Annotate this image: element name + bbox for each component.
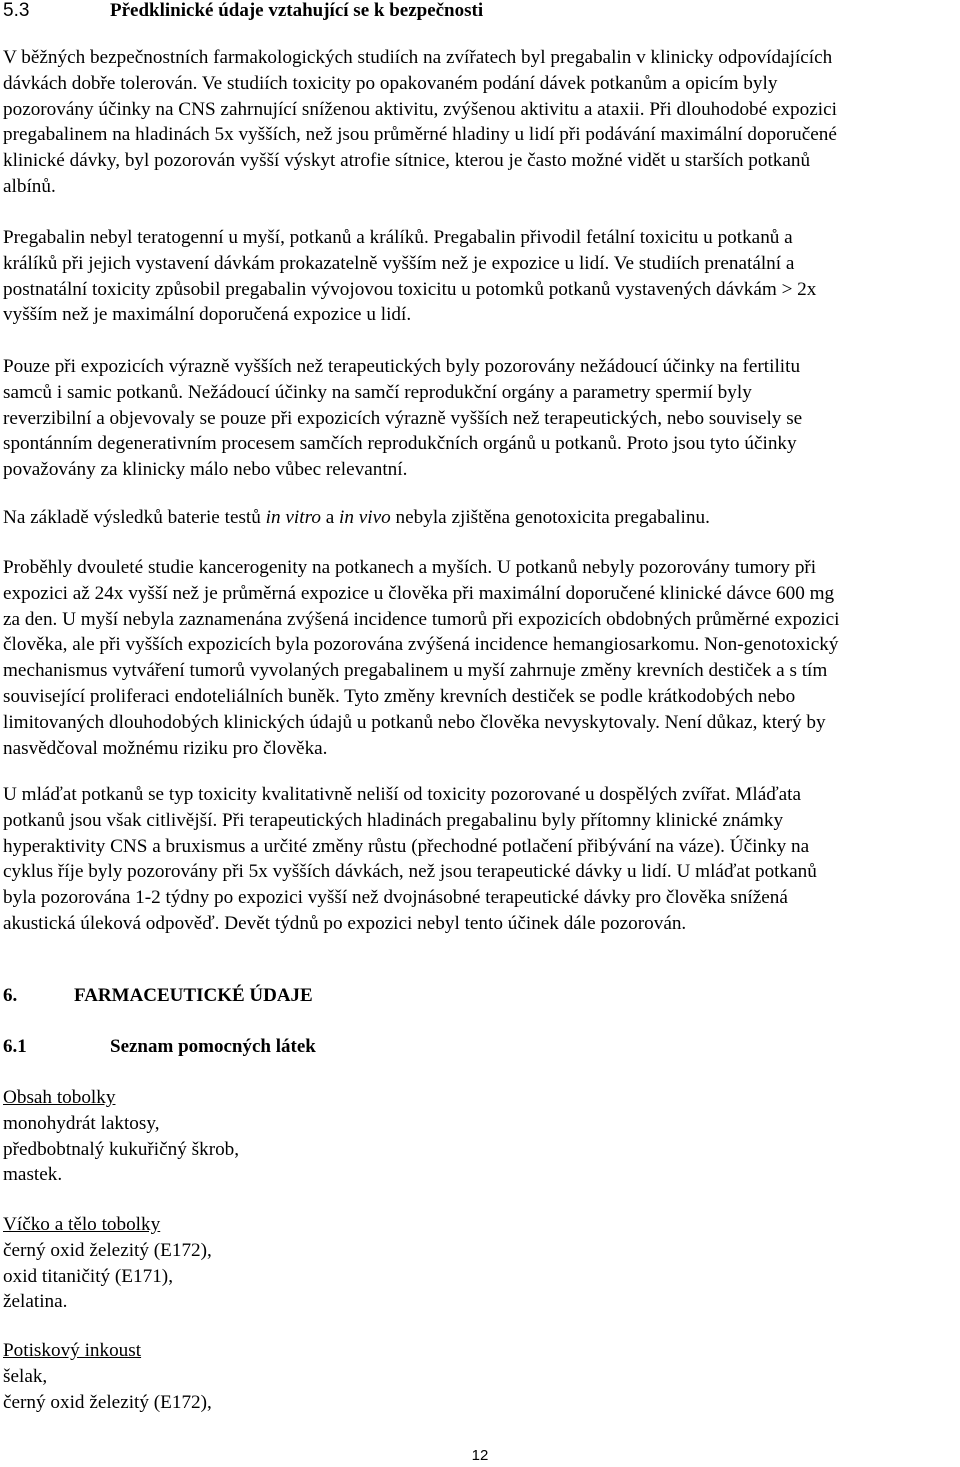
list-item: předbobtnalý kukuřičný škrob, (3, 1138, 240, 1160)
text-line: cyklus říje byly pozorovány při 5x vyšších dávkách, než jsou terapeutické dávky u lidí. U mláďat potkanů (3, 861, 817, 883)
list-item: mastek. (3, 1164, 63, 1186)
text-line: mechanismus vytváření tumorů vyvolaných pregabalinem u myší zahrnuje změny krevních destiček a s tím (3, 660, 828, 682)
text-span: nebyla zjištěna genotoxicita pregabalinu. (390, 507, 710, 528)
list-item: šelak, (3, 1365, 48, 1387)
text-line: vyšším než je maximální doporučená expozice u lidí. (3, 304, 412, 326)
text-line: Pregabalin nebyl teratogenní u myší, potkanů a králíků. Pregabalin přivodil fetální toxicitu u potkanů a (3, 227, 793, 248)
text-line: klinické dávky, byl pozorován vyšší výskyt atrofie sítnice, kterou je často možné vidět u starších potkanů (3, 150, 811, 172)
text-span: Na základě výsledků baterie testů (3, 507, 266, 528)
italic-term: in vitro (265, 507, 321, 528)
excipient-list-capsule-content (3, 1085, 239, 1188)
paragraph-teratogenicity (3, 225, 958, 328)
list-item: černý oxid železitý (E172), (3, 1239, 212, 1261)
text-line: akustická úleková odpověď. Devět týdnů po expozici nebyl tento účinek dále pozorován. (3, 912, 687, 934)
section-number: 5.3 (3, 0, 30, 21)
text-line: postnatální toxicity způsobil pregabalin vývojovou toxicitu u potomků potkanů vystavených dávkám > 2x (3, 278, 817, 300)
text-line: expozici až 24x vyšší než je průměrná expozice u člověka při maximální doporučené klinické dávce 600 mg (3, 582, 835, 604)
text-line: potkanů jsou však citlivější. Při terapeutických hladinách pregabalinu byly přítomny klinické známky (3, 809, 784, 831)
text-line: albínů. (3, 175, 56, 197)
list-item: želatina. (3, 1291, 68, 1313)
section-title: FARMACEUTICKÉ ÚDAJE (74, 985, 313, 1006)
list-item: oxid titaničitý (E171), (3, 1265, 173, 1287)
text-line: považovány za klinicky málo nebo vůbec relevantní. (3, 459, 408, 481)
text-line: U mláďat potkanů se typ toxicity kvalitativně neliší od toxicity pozorované u dospělých zvířat. Mláďata (3, 784, 801, 805)
text-line: spontánním degenerativním procesem samčích reprodukčních orgánů u potkanů. Proto jsou tyto účinky (3, 433, 797, 455)
paragraph-juvenile-toxicity (3, 782, 958, 937)
text-line: hyperaktivity CNS a bruxismus a určité změny růstu (přechodné potlačení přibývání na váze). Účinky na (3, 835, 810, 857)
text-line: pregabalinem na hladinách 5x vyšších, než jsou průměrné hladiny u lidí při podávání maximální doporučené (3, 124, 837, 146)
text-line: související proliferaci endoteliálních buněk. Tyto změny krevních destiček se podle krátkodobých nebo (3, 685, 796, 707)
text-line: Pouze při expozicích výrazně vyšších než terapeutických byly pozorovány nežádoucí účinky na fertilitu (3, 356, 801, 377)
section-heading-5-3 (3, 0, 483, 22)
text-line: pozorovány účinky na CNS zahrnující sníženou aktivitu, zvýšenou aktivitu a ataxii. Při dlouhodobé expozici (3, 98, 837, 120)
section-number: 6. (3, 985, 18, 1006)
paragraph-fertility (3, 354, 958, 483)
section-title: Předklinické údaje vztahující se k bezpečnosti (110, 0, 484, 21)
paragraph-safety-pharmacology (3, 45, 958, 200)
list-item: monohydrát laktosy, (3, 1112, 160, 1134)
text-line: králíků při jejich vystavení dávkám prokazatelně vyšším než je expozice u lidí. Ve studiích prenatální a (3, 252, 795, 274)
text-line (3, 505, 958, 531)
section-title: Seznam pomocných látek (110, 1036, 316, 1057)
text-line: byla pozorována 1-2 týdny po expozici vyšší než dvojnásobné terapeutické dávky pro člověka snížená (3, 887, 788, 909)
list-item: černý oxid železitý (E172), (3, 1391, 212, 1413)
text-line: za den. U myší nebyla zaznamenána zvýšená incidence tumorů při expozicích obdobných průměrné expozici (3, 608, 840, 630)
text-line: Proběhly dvouleté studie kancerogenity na potkanech a myších. U potkanů nebyly pozorovány tumory při (3, 557, 817, 578)
list-heading: Víčko a tělo tobolky (3, 1214, 161, 1235)
text-line: samců i samic potkanů. Nežádoucí účinky na samčí reprodukční orgány a parametry spermií byly (3, 381, 752, 403)
text-line: dávkách dobře tolerován. Ve studiích toxicity po opakovaném podání dávek potkanům a opicím byly (3, 72, 778, 94)
italic-term: in vivo (339, 507, 391, 528)
text-line: reverzibilní a objevovaly se pouze při expozicích výrazně vyšších než terapeutických, nebo souvisely se (3, 407, 803, 429)
section-heading-6-1 (3, 1036, 316, 1058)
section-number: 6.1 (3, 1036, 27, 1057)
text-line: V běžných bezpečnostních farmakologických studiích na zvířatech byl pregabalin v klinicky odpovídajících (3, 47, 833, 68)
paragraph-carcinogenicity (3, 555, 958, 761)
text-line: člověka, ale při vyšších expozicích byla pozorována zvýšená incidence hemangiosarkomu. Non-genotoxický (3, 634, 839, 656)
excipient-list-capsule-shell (3, 1212, 212, 1315)
excipient-list-printing-ink (3, 1338, 212, 1415)
list-heading: Obsah tobolky (3, 1087, 116, 1108)
section-heading-6 (3, 985, 313, 1007)
list-heading: Potiskový inkoust (3, 1340, 142, 1361)
text-line: limitovaných dlouhodobých klinických údajů u potkanů nebo člověka nevyskytovaly. Není důkaz, který by (3, 711, 826, 733)
text-line: nasvědčoval možnému riziku pro člověka. (3, 737, 328, 759)
text-span: a (320, 507, 340, 528)
paragraph-genotoxicity (3, 505, 958, 531)
page-number: 12 (471, 1447, 489, 1464)
